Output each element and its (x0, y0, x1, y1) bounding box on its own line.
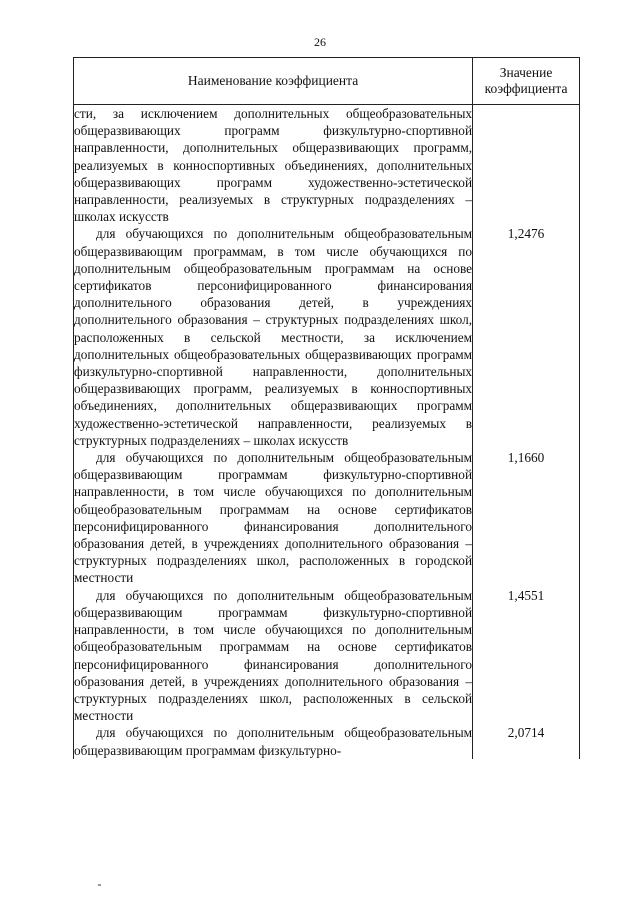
table-row (74, 449, 580, 587)
scan-mark (98, 884, 101, 886)
continuation-text: сти, за исключением дополнительных общеобразовательных общеразвивающих программ физкультурно-спортивной направленности, дополнительных общеразвивающих программ, реализуемых в конноспортивных объединениях, дополнительных общеразвивающих программ художественно-эстетической направленности, реализуемых в структурных подразделениях – школах искусств (74, 106, 473, 225)
row-value: 2,0714 (507, 725, 545, 741)
header-value-line1: Значение (499, 65, 553, 80)
cell-value (473, 225, 580, 449)
row-text: для обучающихся по дополнительным общеобразовательным общеразвивающим программам физкультурно-спортивной направленности, в том числе обучающихся по дополнительным общеобразовательным программам на основе сертификатов персонифицированного финансирования дополнительного образования детей, в учреждениях дополнительного образования – структурных подразделениях школ, расположенных в городской местности (74, 450, 473, 586)
header-value (473, 58, 580, 105)
cell-name (74, 587, 473, 725)
row-text: для обучающихся по дополнительным общеобразовательным общеразвивающим программам физкультурно-спортивной направленности, в том числе обучающихся по дополнительным общеобразовательным программам на основе сертификатов персонифицированного финансирования дополнительного образования детей, в учреждениях дополнительного образования – структурных подразделениях школ, расположенных в сельской местности (74, 587, 473, 724)
cell-value (473, 587, 580, 725)
row-text: для обучающихся по дополнительным общеобразовательным общеразвивающим программам физкультурно- (74, 725, 473, 758)
cell-name (74, 105, 473, 226)
row-value: 1,2476 (507, 226, 545, 242)
cell-value (473, 449, 580, 587)
table-row (74, 587, 580, 725)
cell-value (473, 724, 580, 758)
header-value-line2: коэффициента (484, 81, 568, 96)
coefficient-table (73, 57, 580, 759)
cell-name (74, 724, 473, 758)
header-name: Наименование коэффициента (74, 58, 473, 105)
page-number: 26 (314, 35, 326, 49)
row-value: 1,4551 (507, 587, 545, 603)
row-value: 1,1660 (507, 450, 545, 466)
cell-value (473, 105, 580, 226)
cell-name (74, 449, 473, 587)
table-row-continuation (74, 105, 580, 226)
cell-name (74, 225, 473, 449)
table-row (74, 225, 580, 449)
table-row (74, 724, 580, 758)
row-text: для обучающихся по дополнительным общеобразовательным общеразвивающим программам, в том числе обучающихся по дополнительным общеобразовательным программам на основе сертификатов персонифицированного финансирования дополнительного образования детей, в учреждениях дополнительного образования – структурных подразделениях школ, расположенных в сельской местности, за исключением дополнительных общеобразовательных общеразвивающих программ физкультурно-спортивной направленности, дополнительных общеразвивающих программ, реализуемых в конноспортивных объединениях, дополнительных общеразвивающих программ художественно-эстетической направленности, реализуемых в структурных подразделениях – школах искусств (74, 226, 473, 448)
table-header-row (74, 58, 580, 105)
